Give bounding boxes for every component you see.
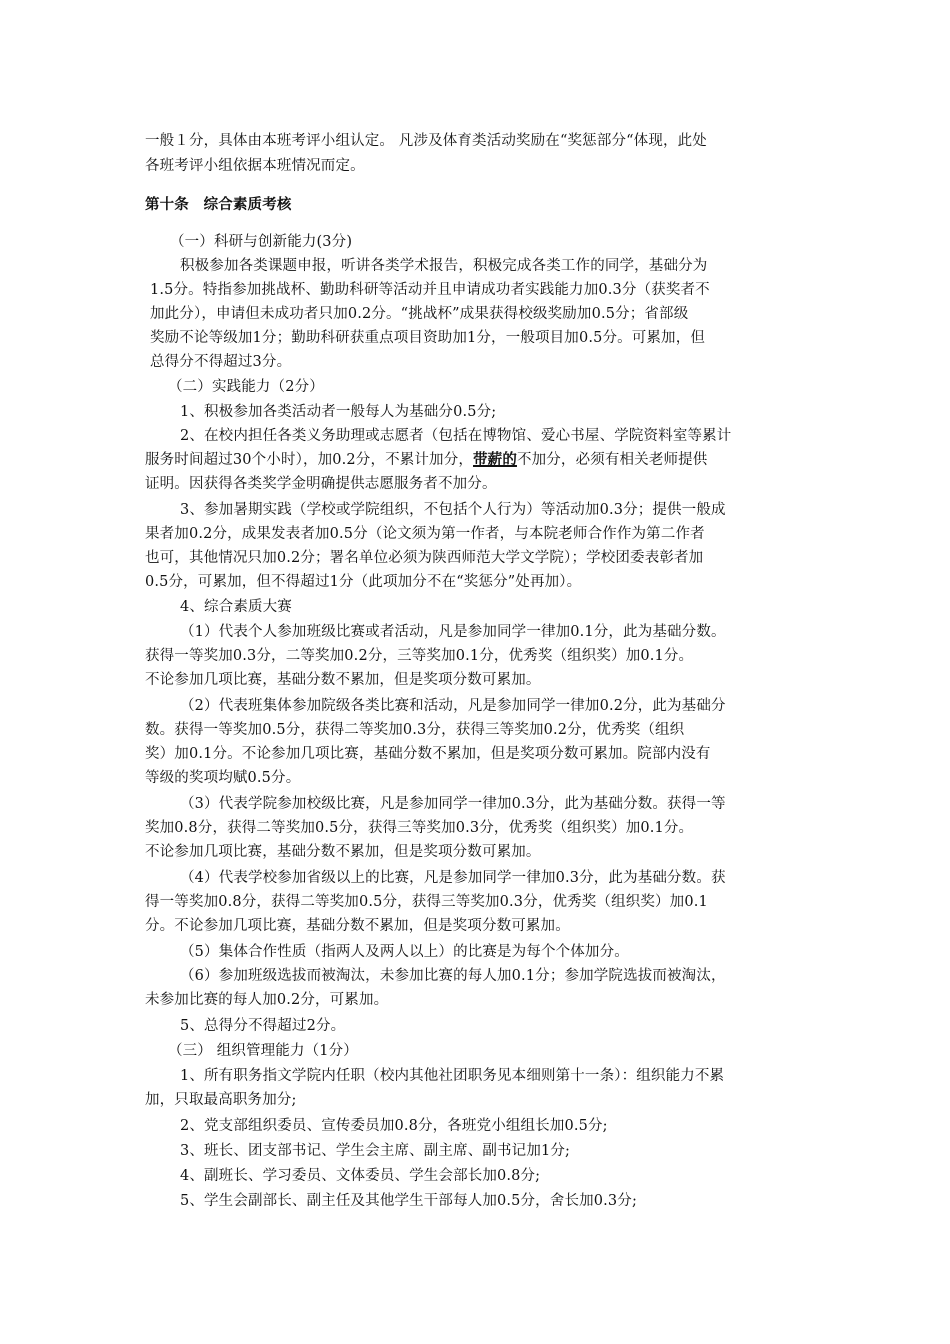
text-line: 一般１分，具体由本班考评小组认定。 凡涉及体育类活动奖励在“奖惩部分“体现，此处 bbox=[145, 133, 707, 149]
text-line: 等级的奖项均赋0.5分。 bbox=[145, 770, 301, 786]
article-heading: 第十条 综合素质考核 bbox=[145, 196, 292, 213]
text-line: （2）代表班集体参加院级各类比赛和活动，凡是参加同学一律加0.2分，此为基础分 bbox=[180, 698, 726, 714]
underlined-term: 带薪的 bbox=[473, 451, 517, 468]
text-line: 数。获得一等奖加0.5分，获得二等奖加0.3分，获得三等奖加0.2分，优秀奖（组织 bbox=[145, 722, 685, 738]
text-line: 各班考评小组依据本班情况而定。 bbox=[145, 158, 365, 174]
text-line: 获得一等奖加0.3分，二等奖加0.2分，三等奖加0.1分，优秀奖（组织奖）加0.1分。 bbox=[145, 648, 694, 664]
text-line: 奖励不论等级加1分；勤助科研获重点项目资助加1分，一般项目加0.5分。可累加，但 bbox=[150, 330, 706, 346]
text-line: 1、所有职务指文学院内任职（校内其他社团职务见本细则第十一条）：组织能力不累 bbox=[180, 1068, 725, 1084]
text-line: 3、参加暑期实践（学校或学院组织，不包括个人行为）等活动加0.3分；提供一般成 bbox=[180, 502, 726, 518]
text-line: 分。不论参加几项比赛，基础分数不累加，但是奖项分数可累加。 bbox=[145, 918, 570, 934]
text-line-mixed bbox=[145, 450, 707, 472]
text-line: 总得分不得超过3分。 bbox=[150, 354, 292, 370]
text-line: 5、学生会副部长、副主任及其他学生干部每人加0.5分，舍长加0.3分; bbox=[180, 1193, 637, 1209]
text-line: 4、综合素质大赛 bbox=[180, 599, 292, 615]
text-line: 2、在校内担任各类义务助理或志愿者（包括在博物馆、爱心书屋、学院资料室等累计 bbox=[180, 428, 732, 444]
text-line: 果者加0.2分，成果发表者加0.5分（论文须为第一作者，与本院老师合作作为第二作者 bbox=[145, 526, 705, 542]
text-line: 奖）加0.1分。不论参加几项比赛，基础分数不累加，但是奖项分数可累加。院部内没有 bbox=[145, 746, 711, 762]
text-line: 证明。因获得各类奖学金明确提供志愿服务者不加分。 bbox=[145, 476, 497, 492]
section-heading: （一）科研与创新能力(3分) bbox=[170, 234, 353, 250]
text-segment: 服务时间超过30个小时），加0.2分，不累计加分， bbox=[145, 452, 474, 468]
text-line: （3）代表学院参加校级比赛，凡是参加同学一律加0.3分，此为基础分数。获得一等 bbox=[180, 796, 726, 812]
text-line: 积极参加各类课题申报，听讲各类学术报告，积极完成各类工作的同学，基础分为 bbox=[180, 258, 708, 274]
section-heading: （二）实践能力（2分） bbox=[168, 379, 324, 395]
text-line: 0.5分，可累加，但不得超过1分（此项加分不在“奖惩分”处再加）。 bbox=[145, 574, 582, 590]
text-segment: 不加分，必须有相关老师提供 bbox=[516, 452, 708, 468]
text-line: （4）代表学校参加省级以上的比赛，凡是参加同学一律加0.3分，此为基础分数。获 bbox=[180, 870, 726, 886]
text-line: 2、党支部组织委员、宣传委员加0.8分，各班党小组组长加0.5分; bbox=[180, 1118, 608, 1134]
text-line: 5、总得分不得超过2分。 bbox=[180, 1018, 346, 1034]
text-line: 得一等奖加0.8分，获得二等奖加0.5分，获得三等奖加0.3分，优秀奖（组织奖）加0.1 bbox=[145, 894, 708, 910]
text-line: 不论参加几项比赛，基础分数不累加，但是奖项分数可累加。 bbox=[145, 672, 541, 688]
text-line: 不论参加几项比赛，基础分数不累加，但是奖项分数可累加。 bbox=[145, 844, 541, 860]
text-line: （6）参加班级选拔而被淘汰，未参加比赛的每人加0.1分；参加学院选拔而被淘汰， bbox=[180, 968, 726, 984]
text-line: 3、班长、团支部书记、学生会主席、副主席、副书记加1分; bbox=[180, 1143, 571, 1159]
text-line: 4、副班长、学习委员、文体委员、学生会部长加0.8分; bbox=[180, 1168, 541, 1184]
text-line: 1.5分。特指参加挑战杯、勤助科研等活动并且申请成功者实践能力加0.3分（获奖者不 bbox=[150, 282, 710, 298]
text-line: 也可，其他情况只加0.2分；署名单位必须为陕西师范大学文学院）；学校团委表彰者加 bbox=[145, 550, 704, 566]
section-heading: （三） 组织管理能力（1分） bbox=[168, 1043, 358, 1059]
text-line: 奖加0.8分，获得二等奖加0.5分，获得三等奖加0.3分，优秀奖（组织奖）加0.1分。 bbox=[145, 820, 694, 836]
text-line: 1、积极参加各类活动者一般每人为基础分0.5分; bbox=[180, 404, 497, 420]
text-line: 加此分），申请但未成功者只加0.2分。“挑战杯”成果获得校级奖励加0.5分；省部级 bbox=[150, 306, 689, 322]
text-line: 未参加比赛的每人加0.2分，可累加。 bbox=[145, 992, 389, 1008]
text-line: 加，只取最高职务加分; bbox=[145, 1092, 297, 1108]
text-line: （5）集体合作性质（指两人及两人以上）的比赛是为每个个体加分。 bbox=[180, 944, 629, 960]
text-line: （1）代表个人参加班级比赛或者活动，凡是参加同学一律加0.1分，此为基础分数。 bbox=[180, 624, 726, 640]
